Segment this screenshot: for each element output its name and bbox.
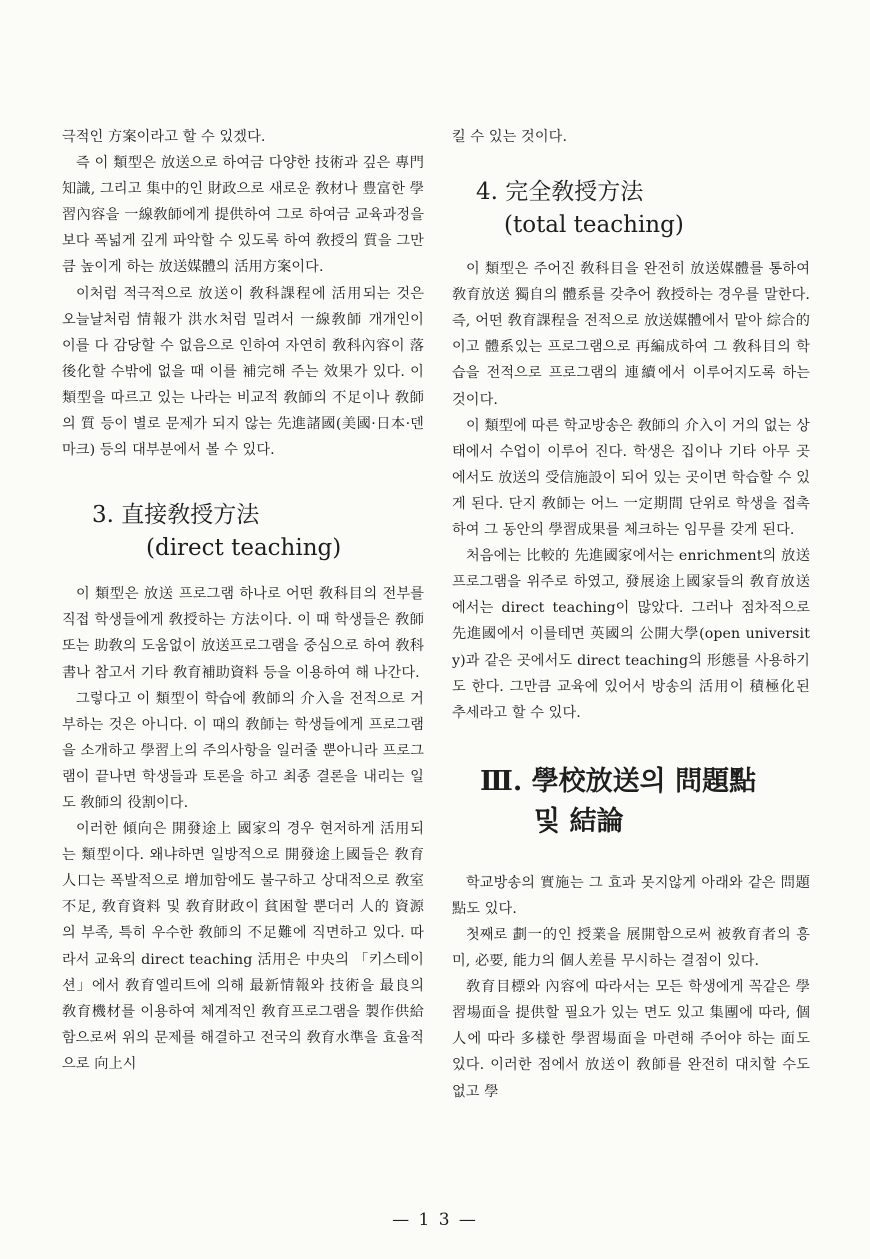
- chapter-heading-title: Ⅲ. 學校放送의 問題點: [480, 765, 757, 797]
- paragraph: 첫째로 劃一的인 授業을 展開함으로써 被敎育者의 흥미, 必要, 能力의 個人差를 무시하는 결점이 있다.: [452, 926, 810, 970]
- page-number: — 1 3 —: [392, 1210, 478, 1230]
- paragraph: 그렇다고 이 類型이 학습에 敎師의 介入을 전적으로 거부하는 것은 아니다. 이 때의 敎師는 학생들에게 프로그램을 소개하고 學習上의 주의사항을 일러줄 뿐아니라 프로그램이 끝나면 학생들과 토론을 하고 최종 결론을 내리는 일도 敎師의 役割이다.: [62, 690, 424, 811]
- section-heading-subtitle: (direct teaching): [146, 535, 342, 562]
- paragraph: 敎育目標와 內容에 따라서는 모든 학생에게 꼭같은 學習場面을 提供할 필요가 있는 면도 있고 集團에 따라, 個人에 따라 多樣한 學習場面을 마련해 주어야 하는 面도 있다. 이러한 점에서 放送이 敎師를 완전히 대치할 수도 없고 學: [452, 979, 810, 1100]
- section-heading-4: [452, 176, 810, 242]
- left-column: [62, 124, 424, 1077]
- section-heading-3: [62, 499, 424, 565]
- chapter-heading-subtitle: 및 結論: [534, 805, 624, 837]
- paragraph: 이 類型은 放送 프로그램 하나로 어떤 敎科目의 전부를 직접 학생들에게 敎授하는 方法이다. 이 때 학생들은 敎師 또는 助敎의 도움없이 放送프로그램을 중심으로 하여 敎科書나 참고서 기타 敎育補助資料 등을 이용하여 해 나간다.: [62, 586, 424, 681]
- paragraph: 이처럼 적극적으로 放送이 敎科課程에 活用되는 것은 오늘날처럼 情報가 洪水처럼 밀려서 一線敎師 개개인이 이를 다 감당할 수 없음으로 인하여 자연히 敎科內容이 落後化할 수밖에 없을 때 이를 補完해 주는 效果가 있다. 이 類型을 따르고 있는 나라는 비교적 敎師의 不足이나 敎師의 質 등이 별로 문제가 되지 않는 先進諸國(美國·日本·덴마크) 등의 대부분에서 볼 수 있다.: [62, 285, 424, 459]
- paragraph: 학교방송의 實施는 그 효과 못지않게 아래와 같은 問題點도 있다.: [452, 874, 810, 917]
- right-column: [452, 124, 810, 1105]
- paragraph: 이 類型에 따른 학교방송은 敎師의 介入이 거의 없는 상태에서 수업이 이루어 진다. 학생은 집이나 기타 아무 곳에서도 放送의 受信施設이 되어 있는 곳이면 학습할 수 있게 된다. 단지 敎師는 어느 一定期間 단위로 학생을 접촉하여 그 동안의 學習成果를 체크하는 임무를 갖게 된다.: [452, 417, 810, 539]
- section-heading-title: 4. 完全敎授方法: [476, 179, 644, 206]
- section-heading-title: 3. 直接敎授方法: [92, 502, 260, 529]
- chapter-heading-3: [452, 762, 810, 842]
- paragraph: 처음에는 比較的 先進國家에서는 enrichment의 放送프로그램을 위주로 하였고, 發展途上國家들의 敎育放送에서는 direct teaching이 많았다. 그러나 점차적으로 先進國에서 이를테면 英國의 公開大學(open university)과 같은 곳에서도 direct teaching의 形態를 사용하기도 한다. 그만큼 교육에 있어서 방송의 活用이 積極化된 추세라고 할 수 있다.: [452, 548, 810, 721]
- paragraph: 극적인 方案이라고 할 수 있겠다.: [62, 129, 266, 145]
- paragraph: 즉 이 類型은 放送으로 하여금 다양한 技術과 깊은 專門知識, 그리고 集中的인 財政으로 새로운 敎材나 豊富한 學習內容을 一線敎師에게 提供하여 그로 하여금 교육과정을 보다 폭넓게 깊게 파악할 수 있도록 하여 敎授의 質을 그만큼 높이게 하는 放送媒體의 活用方案이다.: [62, 155, 424, 276]
- paragraph: 킬 수 있는 것이다.: [452, 129, 568, 145]
- paragraph: 이러한 傾向은 開發途上 國家의 경우 현저하게 活用되는 類型이다. 왜냐하면 일방적으로 開發途上國들은 敎育人口는 폭발적으로 增加함에도 불구하고 상대적으로 敎室不足, 敎育資料 및 敎育財政이 貧困할 뿐더러 人的 資源의 부족, 특히 우수한 敎師의 不足難에 직면하고 있다. 따라서 교육의 direct teaching 活用은 中央의 「키스테이션」에서 敎育엘리트에 의해 最新情報와 技術을 最良의 敎育機材를 이용하여 체계적인 敎育프로그램을 製作供給함으로써 위의 문제를 해결하고 전국의 敎育水準을 효율적으로 向上시: [62, 821, 424, 1072]
- section-heading-subtitle: (total teaching): [504, 212, 684, 239]
- paragraph: 이 類型은 주어진 敎科目을 완전히 放送媒體를 통하여 敎育放送 獨自의 體系를 갖추어 敎授하는 경우를 말한다. 즉, 어떤 敎育課程을 전적으로 放送媒體에서 맡아 綜合的이고 體系있는 프로그램으로 再編成하여 그 敎科目의 학습을 전적으로 프로그램의 連續에서 이루어지도록 하는 것이다.: [452, 261, 810, 408]
